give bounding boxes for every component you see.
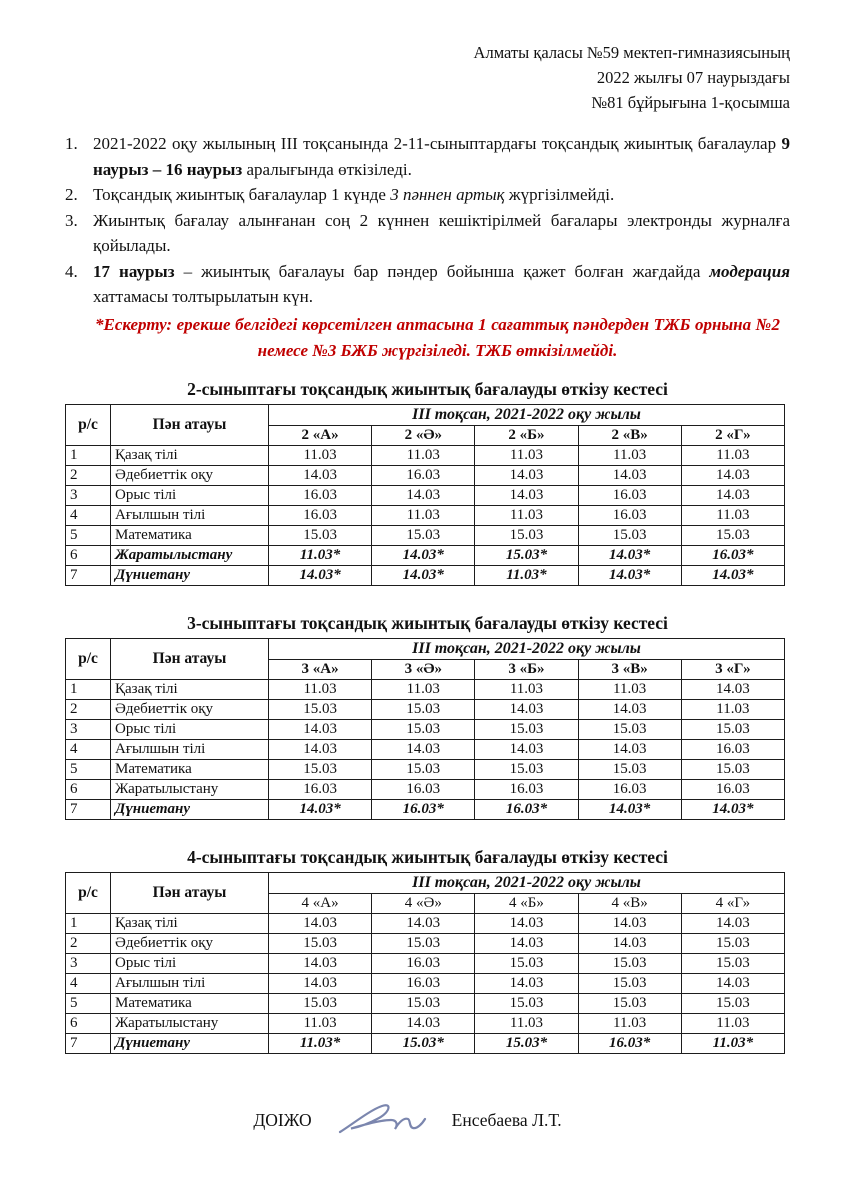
date-cell: 14.03 [475,485,578,505]
col-header-class: 3 «Б» [475,659,578,679]
date-cell: 14.03 [681,485,784,505]
date-cell: 16.03 [475,779,578,799]
date-cell: 14.03* [372,565,475,585]
date-cell: 11.03 [475,445,578,465]
row-number: 3 [66,485,111,505]
subject-name: Әдебиеттік оқу [111,699,269,719]
date-cell: 11.03 [578,445,681,465]
date-cell: 15.03 [681,759,784,779]
date-cell: 16.03* [372,799,475,819]
subject-name: Дүниетану [111,1033,269,1053]
table-row [66,779,785,799]
col-header-rs: р/с [66,638,111,679]
date-cell: 14.03* [681,799,784,819]
col-header-class: 2 «В» [578,425,681,445]
date-cell: 15.03 [372,699,475,719]
date-cell: 11.03* [681,1033,784,1053]
date-cell: 14.03 [475,465,578,485]
date-cell: 16.03* [475,799,578,819]
date-cell: 16.03 [681,779,784,799]
row-number: 4 [66,505,111,525]
subject-name: Дүниетану [111,565,269,585]
subject-name: Математика [111,525,269,545]
row-number: 5 [66,759,111,779]
header-line-1: Алматы қаласы №59 мектеп-гимназиясының [473,43,790,62]
date-cell: 15.03 [578,993,681,1013]
date-cell: 11.03 [269,445,372,465]
table-row [66,973,785,993]
date-cell: 14.03 [269,739,372,759]
date-cell: 15.03 [578,719,681,739]
subject-name: Әдебиеттік оқу [111,933,269,953]
col-header-subject: Пән атауы [111,404,269,445]
row-number: 3 [66,719,111,739]
row-number: 1 [66,913,111,933]
subject-name: Математика [111,759,269,779]
table-row [66,799,785,819]
date-cell: 11.03 [269,1013,372,1033]
date-cell: 15.03 [269,993,372,1013]
col-header-term: III тоқсан, 2021-2022 оқу жылы [269,872,785,893]
date-cell: 11.03 [578,679,681,699]
date-cell: 15.03 [681,525,784,545]
list-item-text: Жиынтық бағалау алынғанан соң 2 күннен кешіктірілмей бағалары электронды журналға қойылады. [93,210,790,255]
table-row [66,679,785,699]
date-cell: 14.03 [578,913,681,933]
date-cell: 14.03 [578,739,681,759]
date-cell: 14.03 [475,913,578,933]
list-item-number: 1. [65,134,78,153]
date-cell: 11.03 [475,505,578,525]
header-line-3: №81 бұйрығына 1-қосымша [591,93,790,112]
row-number: 2 [66,465,111,485]
row-number: 2 [66,699,111,719]
row-number: 5 [66,993,111,1013]
col-header-rs: р/с [66,872,111,913]
date-cell: 14.03 [475,933,578,953]
date-cell: 11.03 [681,699,784,719]
date-cell: 15.03 [681,933,784,953]
table-row [66,993,785,1013]
row-number: 6 [66,1013,111,1033]
date-cell: 15.03 [681,953,784,973]
date-cell: 14.03 [372,1013,475,1033]
subject-name: Дүниетану [111,799,269,819]
row-number: 7 [66,565,111,585]
date-cell: 11.03* [269,1033,372,1053]
date-cell: 15.03 [681,993,784,1013]
date-cell: 15.03 [372,759,475,779]
signature-icon [336,1100,428,1142]
col-header-class: 4 «Ә» [372,893,475,913]
col-header-class: 2 «А» [269,425,372,445]
date-cell: 15.03 [475,525,578,545]
table-header-row-1 [66,872,785,893]
table-row [66,933,785,953]
date-cell: 14.03 [269,973,372,993]
date-cell: 15.03 [578,953,681,973]
date-cell: 15.03 [578,973,681,993]
date-cell: 15.03 [475,993,578,1013]
list-item [65,131,790,182]
date-cell: 11.03* [475,565,578,585]
list-item [65,208,790,259]
table-row [66,525,785,545]
subject-name: Қазақ тілі [111,445,269,465]
date-cell: 11.03* [269,545,372,565]
date-cell: 14.03 [372,913,475,933]
date-cell: 16.03 [269,485,372,505]
table-row [66,1013,785,1033]
subject-name: Әдебиеттік оқу [111,465,269,485]
date-cell: 14.03 [269,719,372,739]
date-cell: 14.03 [475,699,578,719]
numbered-list [65,131,790,310]
col-header-class: 2 «Г» [681,425,784,445]
col-header-class: 2 «Б» [475,425,578,445]
date-cell: 11.03 [372,445,475,465]
date-cell: 14.03 [681,679,784,699]
grade-4-schedule-table [65,872,785,1054]
date-cell: 15.03 [372,525,475,545]
table-row [66,739,785,759]
date-cell: 14.03 [578,465,681,485]
table-row [66,445,785,465]
row-number: 7 [66,1033,111,1053]
subject-name: Ағылшын тілі [111,973,269,993]
date-cell: 16.03 [578,779,681,799]
subject-name: Жаратылыстану [111,779,269,799]
col-header-term: III тоқсан, 2021-2022 оқу жылы [269,638,785,659]
table-row [66,485,785,505]
date-cell: 16.03 [578,485,681,505]
date-cell: 15.03 [578,759,681,779]
signer-role-label: ДОІЖО [253,1110,312,1130]
date-cell: 14.03 [372,739,475,759]
list-item [65,182,790,208]
row-number: 4 [66,973,111,993]
table-row [66,1033,785,1053]
date-cell: 14.03 [578,699,681,719]
date-cell: 15.03* [475,1033,578,1053]
date-cell: 15.03 [475,953,578,973]
table-row [66,719,785,739]
list-item-number: 3. [65,210,78,230]
date-cell: 14.03* [269,799,372,819]
date-cell: 14.03 [578,933,681,953]
date-cell: 15.03 [475,719,578,739]
date-cell: 11.03 [475,1013,578,1033]
date-cell: 11.03 [681,1013,784,1033]
subject-name: Жаратылыстану [111,545,269,565]
table-row [66,759,785,779]
date-cell: 16.03 [269,505,372,525]
col-header-subject: Пән атауы [111,638,269,679]
date-cell: 16.03 [372,973,475,993]
date-cell: 11.03 [681,445,784,465]
date-cell: 15.03 [475,759,578,779]
date-cell: 14.03 [475,739,578,759]
date-cell: 15.03* [475,545,578,565]
header-line-2: 2022 жылғы 07 наурыздағы [596,68,790,87]
row-number: 1 [66,679,111,699]
table-row [66,565,785,585]
col-header-rs: р/с [66,404,111,445]
col-header-class: 4 «Б» [475,893,578,913]
date-cell: 15.03 [681,719,784,739]
date-cell: 14.03 [475,973,578,993]
list-item-text: Тоқсандық жиынтық бағалаулар 1 күнде 3 пәннен артық жүргізілмейді. [93,185,615,204]
date-cell: 14.03* [372,545,475,565]
date-cell: 11.03 [681,505,784,525]
row-number: 1 [66,445,111,465]
col-header-class: 3 «А» [269,659,372,679]
date-cell: 15.03* [372,1033,475,1053]
grade-2-table-section [65,377,790,586]
list-item-text: 2021-2022 оқу жылының III тоқсанында 2-11-сыныптардағы тоқсандық жиынтық бағалаулар 9 наурыз – 16 наурыз аралығында өткізіледі. [93,134,790,179]
table-header-row-1 [66,404,785,425]
grade-2-table-title: 2-сыныптағы тоқсандық жиынтық бағалауды өткізу кестесі [187,378,668,399]
col-header-class: 3 «Ә» [372,659,475,679]
date-cell: 16.03* [681,545,784,565]
document-header [65,40,790,115]
date-cell: 15.03 [269,933,372,953]
table-header-row-1 [66,638,785,659]
subject-name: Қазақ тілі [111,913,269,933]
grade-3-table-section [65,611,790,820]
signature-block [65,1100,750,1142]
date-cell: 14.03 [681,465,784,485]
subject-name: Қазақ тілі [111,679,269,699]
row-number: 3 [66,953,111,973]
col-header-class: 2 «Ә» [372,425,475,445]
list-item-number: 2. [65,185,78,204]
date-cell: 15.03 [269,699,372,719]
grade-3-table-title: 3-сыныптағы тоқсандық жиынтық бағалауды өткізу кестесі [187,612,668,633]
col-header-class: 4 «А» [269,893,372,913]
row-number: 6 [66,545,111,565]
subject-name: Орыс тілі [111,953,269,973]
col-header-subject: Пән атауы [111,872,269,913]
col-header-class: 3 «Г» [681,659,784,679]
date-cell: 14.03* [681,565,784,585]
date-cell: 14.03* [578,799,681,819]
date-cell: 14.03 [681,973,784,993]
row-number: 7 [66,799,111,819]
grade-4-table-section [65,845,790,1054]
date-cell: 14.03 [269,953,372,973]
date-cell: 16.03 [681,739,784,759]
subject-name: Орыс тілі [111,485,269,505]
list-item-text: 17 наурыз – жиынтық бағалауы бар пәндер бойынша қажет болған жағдайда модерация хаттамасы толтырылатын күн. [93,261,790,306]
date-cell: 16.03 [269,779,372,799]
list-item-number: 4. [65,261,78,281]
col-header-class: 4 «Г» [681,893,784,913]
table-row [66,545,785,565]
table-row [66,953,785,973]
col-header-class: 4 «В» [578,893,681,913]
signer-name: Енсебаева Л.Т. [451,1110,562,1130]
subject-name: Жаратылыстану [111,1013,269,1033]
table-row [66,505,785,525]
grade-2-schedule-table [65,404,785,586]
date-cell: 14.03* [578,565,681,585]
date-cell: 14.03 [372,485,475,505]
subject-name: Математика [111,993,269,1013]
row-number: 6 [66,779,111,799]
note-text: *Ескерту: ерекше белгідегі көрсетілген аптасына 1 сағаттық пәндерден ТЖБ орнына №2 немесе №3 БЖБ жүргізіледі. ТЖБ өткізілмейді. [95,314,780,360]
date-cell: 11.03 [475,679,578,699]
date-cell: 16.03 [372,953,475,973]
date-cell: 14.03 [269,913,372,933]
date-cell: 14.03 [681,913,784,933]
table-row [66,699,785,719]
date-cell: 15.03 [578,525,681,545]
date-cell: 14.03 [269,465,372,485]
list-item [65,259,790,310]
date-cell: 14.03* [578,545,681,565]
date-cell: 14.03* [269,565,372,585]
row-number: 2 [66,933,111,953]
date-cell: 16.03* [578,1033,681,1053]
table-row [66,913,785,933]
date-cell: 15.03 [372,993,475,1013]
date-cell: 11.03 [269,679,372,699]
subject-name: Ағылшын тілі [111,739,269,759]
date-cell: 15.03 [269,525,372,545]
date-cell: 16.03 [372,465,475,485]
date-cell: 15.03 [372,719,475,739]
row-number: 4 [66,739,111,759]
date-cell: 16.03 [372,779,475,799]
date-cell: 15.03 [269,759,372,779]
date-cell: 11.03 [372,505,475,525]
grade-3-schedule-table [65,638,785,820]
subject-name: Орыс тілі [111,719,269,739]
date-cell: 15.03 [372,933,475,953]
date-cell: 16.03 [578,505,681,525]
subject-name: Ағылшын тілі [111,505,269,525]
grade-4-table-title: 4-сыныптағы тоқсандық жиынтық бағалауды өткізу кестесі [187,846,668,867]
row-number: 5 [66,525,111,545]
date-cell: 11.03 [372,679,475,699]
col-header-class: 3 «В» [578,659,681,679]
col-header-term: III тоқсан, 2021-2022 оқу жылы [269,404,785,425]
table-row [66,465,785,485]
date-cell: 11.03 [578,1013,681,1033]
